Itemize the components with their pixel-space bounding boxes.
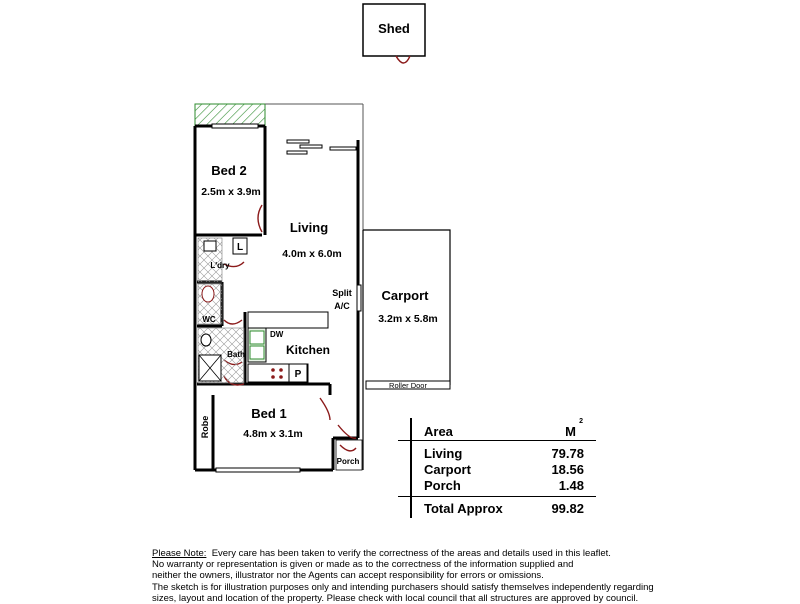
bed2-label: Bed 2 [211, 163, 247, 178]
area-table [398, 418, 598, 522]
robe-label: Robe [200, 415, 210, 439]
bed2-size: 2.5m x 3.9m [201, 186, 261, 198]
dishwasher-label: DW [270, 330, 284, 339]
disclaimer [152, 548, 672, 604]
wc-label: WC [202, 315, 216, 324]
garden-bed [195, 104, 265, 126]
toilet-icon [202, 286, 214, 302]
laundry-sink-icon [204, 241, 216, 251]
cooktop-icon [271, 368, 275, 372]
laundry-fixtures [198, 238, 247, 282]
laundry-label: L'dry [210, 261, 230, 270]
disclaimer-line: No warranty or representation is given or made as to the correctness of the information supplied and [152, 559, 574, 571]
area-row-total: Total Approx 99.82 [424, 501, 584, 516]
laundry-tub-label: L [236, 242, 244, 253]
bed1-label: Bed 1 [251, 406, 287, 421]
carport-size: 3.2m x 5.8m [378, 313, 438, 325]
kitchen-label: Kitchen [285, 343, 331, 357]
shed-door-icon [396, 56, 410, 63]
carport-label: Carport [381, 288, 429, 303]
disclaimer-line: sizes, layout and location of the property. Please check with local council that all structures are approved by council. [152, 592, 639, 604]
basin-icon [201, 334, 211, 346]
area-row-porch: Porch 1.48 [424, 478, 584, 493]
disclaimer-line: The sketch is for illustration purposes only and intending purchasers should satisfy themselves independently regarding [152, 581, 654, 593]
split-ac-label: Split [332, 288, 352, 298]
porch-label: Porch [336, 457, 360, 466]
sliding-door-icon [287, 140, 356, 154]
bath-label: Bath [227, 350, 245, 359]
living-label: Living [289, 220, 329, 235]
living-size: 4.0m x 6.0m [282, 248, 342, 260]
shed-label: Shed [378, 21, 410, 36]
split-ac-label-2: A/C [334, 301, 350, 311]
disclaimer-line: neither the owners, illustrator nor the Agents can accept responsibility for errors or omissions. [152, 570, 544, 582]
shed [363, 4, 425, 63]
area-row-carport: Carport 18.56 [424, 462, 584, 477]
disclaimer-heading: Please Note: [152, 548, 207, 559]
area-unit: M 2 [565, 418, 584, 439]
disclaimer-line: Every care has been taken to verify the correctness of the areas and details used in this leaflet. [211, 548, 611, 559]
pantry-label: P [294, 369, 302, 380]
roller-door-label: Roller Door [389, 381, 427, 390]
courtyard-outline [265, 104, 363, 230]
bed1-size: 4.8m x 3.1m [243, 428, 303, 440]
area-row-living: Living 79.78 [424, 446, 584, 461]
area-table-header [424, 418, 584, 439]
area-unit-sup: 2 [579, 418, 584, 425]
area-header-label: Area [424, 424, 453, 439]
